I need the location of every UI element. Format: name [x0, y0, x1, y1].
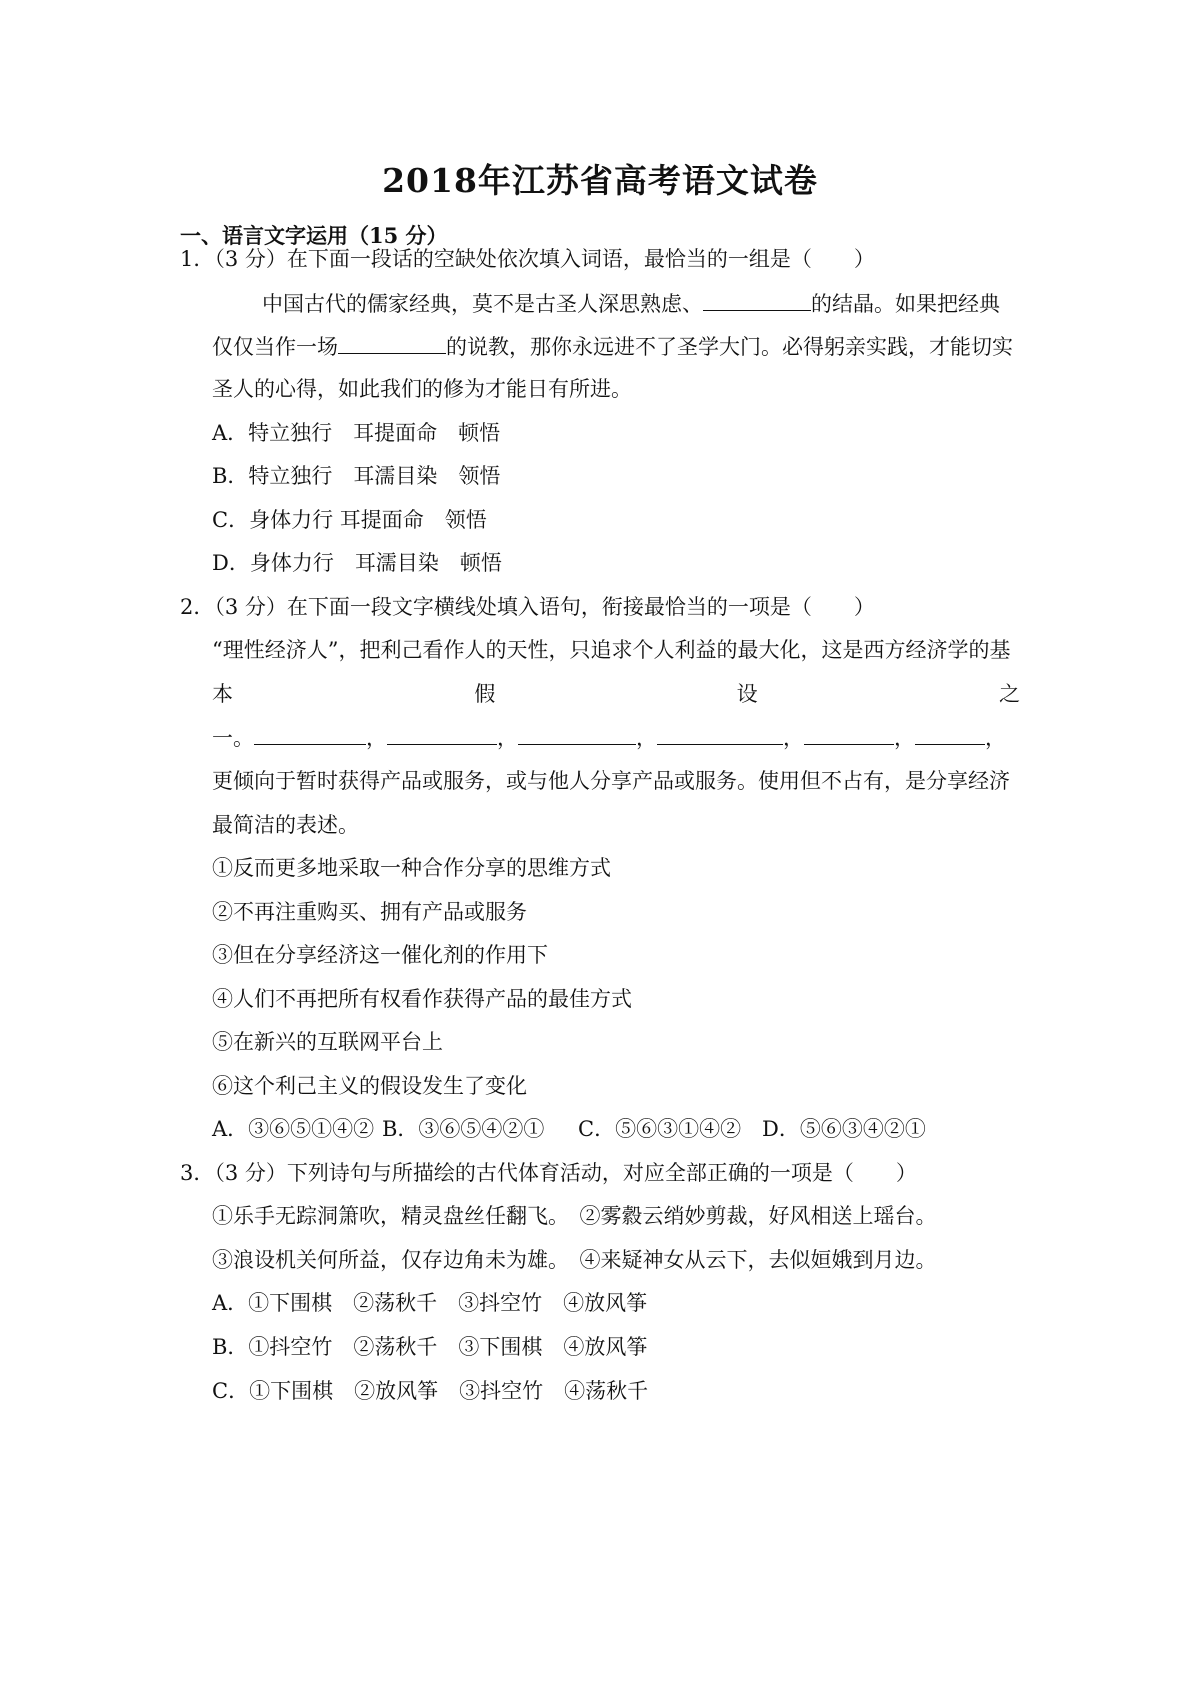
option-a: A．特立独行 耳提面命 顿悟: [212, 421, 501, 445]
question-1-passage-line: [212, 331, 1013, 362]
option-a: A．①下围棋 ②荡秋千 ③抖空竹 ④放风筝: [212, 1291, 648, 1315]
spread-char: 本: [212, 682, 233, 706]
passage-text: 一。: [212, 726, 254, 750]
question-2-stem: 2．（3 分）在下面一段文字横线处填入语句，衔接最恰当的一项是（ ）: [180, 595, 875, 619]
option-b: B．特立独行 耳濡目染 领悟: [212, 464, 501, 488]
statement-1: ①反而更多地采取一种合作分享的思维方式: [212, 856, 611, 880]
passage-text: 仅仅当作一场: [212, 335, 338, 359]
statement-2: ②不再注重购买、拥有产品或服务: [212, 900, 527, 924]
option-d: D．身体力行 耳濡目染 顿悟: [212, 551, 502, 575]
option-b: B．①抖空竹 ②荡秋千 ③下围棋 ④放风筝: [212, 1335, 648, 1359]
question-2-spread-line: [212, 679, 1020, 709]
question-1-stem: 1．（3 分）在下面一段话的空缺处依次填入词语，最恰当的一组是（ ）: [180, 247, 875, 271]
passage-text: 的说教，那你永远进不了圣学大门。必得躬亲实践，才能切实: [446, 335, 1013, 359]
question-1-passage-line: [262, 288, 1000, 319]
statement-3: ③但在分享经济这一催化剂的作用下: [212, 943, 548, 967]
fill-blank: [387, 722, 497, 745]
fill-blank: [338, 331, 446, 354]
option-c: C．身体力行 耳提面命 领悟: [212, 508, 487, 532]
spread-char: 设: [736, 682, 758, 706]
section-heading: 一、语言文字运用（15 分）: [180, 223, 448, 248]
fill-blank: [254, 722, 366, 745]
passage-text: 的结晶。如果把经典: [811, 292, 1000, 316]
question-2-blanks-line: 一。 ， ， ， ， ， ，: [212, 722, 1006, 753]
question-3-stem: 3．（3 分）下列诗句与所描绘的古代体育活动，对应全部正确的一项是（ ）: [180, 1161, 917, 1185]
page-title: 2018年江苏省高考语文试卷: [382, 161, 818, 200]
poem-line: ③浪设机关何所益，仅存边角未为雄。 ④来疑神女从云下，去似姮娥到月边。: [212, 1248, 937, 1272]
statement-5: ⑤在新兴的互联网平台上: [212, 1030, 443, 1054]
spread-char: 假: [474, 682, 496, 706]
option-b: B．③⑥⑤④②①: [382, 1117, 545, 1141]
fill-blank: [804, 722, 894, 745]
option-c: C．①下围棋 ②放风筝 ③抖空竹 ④荡秋千: [212, 1379, 649, 1403]
question-1-passage-line: 圣人的心得，如此我们的修为才能日有所进。: [212, 377, 632, 401]
passage-text: 中国古代的儒家经典，莫不是古圣人深思熟虑、: [262, 292, 703, 316]
statement-6: ⑥这个利己主义的假设发生了变化: [212, 1074, 527, 1098]
spread-char: 之: [998, 682, 1020, 706]
fill-blank: [657, 722, 783, 745]
fill-blank: [915, 722, 985, 745]
question-2-passage-line: 最简洁的表述。: [212, 813, 359, 837]
question-2-passage-line: “理性经济人”，把利己看作人的天性，只追求个人利益的最大化，这是西方经济学的基: [212, 638, 1011, 662]
statement-4: ④人们不再把所有权看作获得产品的最佳方式: [212, 987, 632, 1011]
poem-line: ①乐手无踪洞箫吹，精灵盘丝任翻飞。 ②雾縠云绡妙剪裁，好风相送上瑶台。: [212, 1204, 937, 1228]
option-a: A．③⑥⑤①④②: [212, 1117, 375, 1141]
fill-blank: [703, 288, 811, 311]
fill-blank: [518, 722, 636, 745]
option-d: D．⑤⑥③④②①: [762, 1117, 926, 1141]
option-c: C．⑤⑥③①④②: [578, 1117, 742, 1141]
question-2-passage-line: 更倾向于暂时获得产品或服务，或与他人分享产品或服务。使用但不占有，是分享经济: [212, 769, 1010, 793]
